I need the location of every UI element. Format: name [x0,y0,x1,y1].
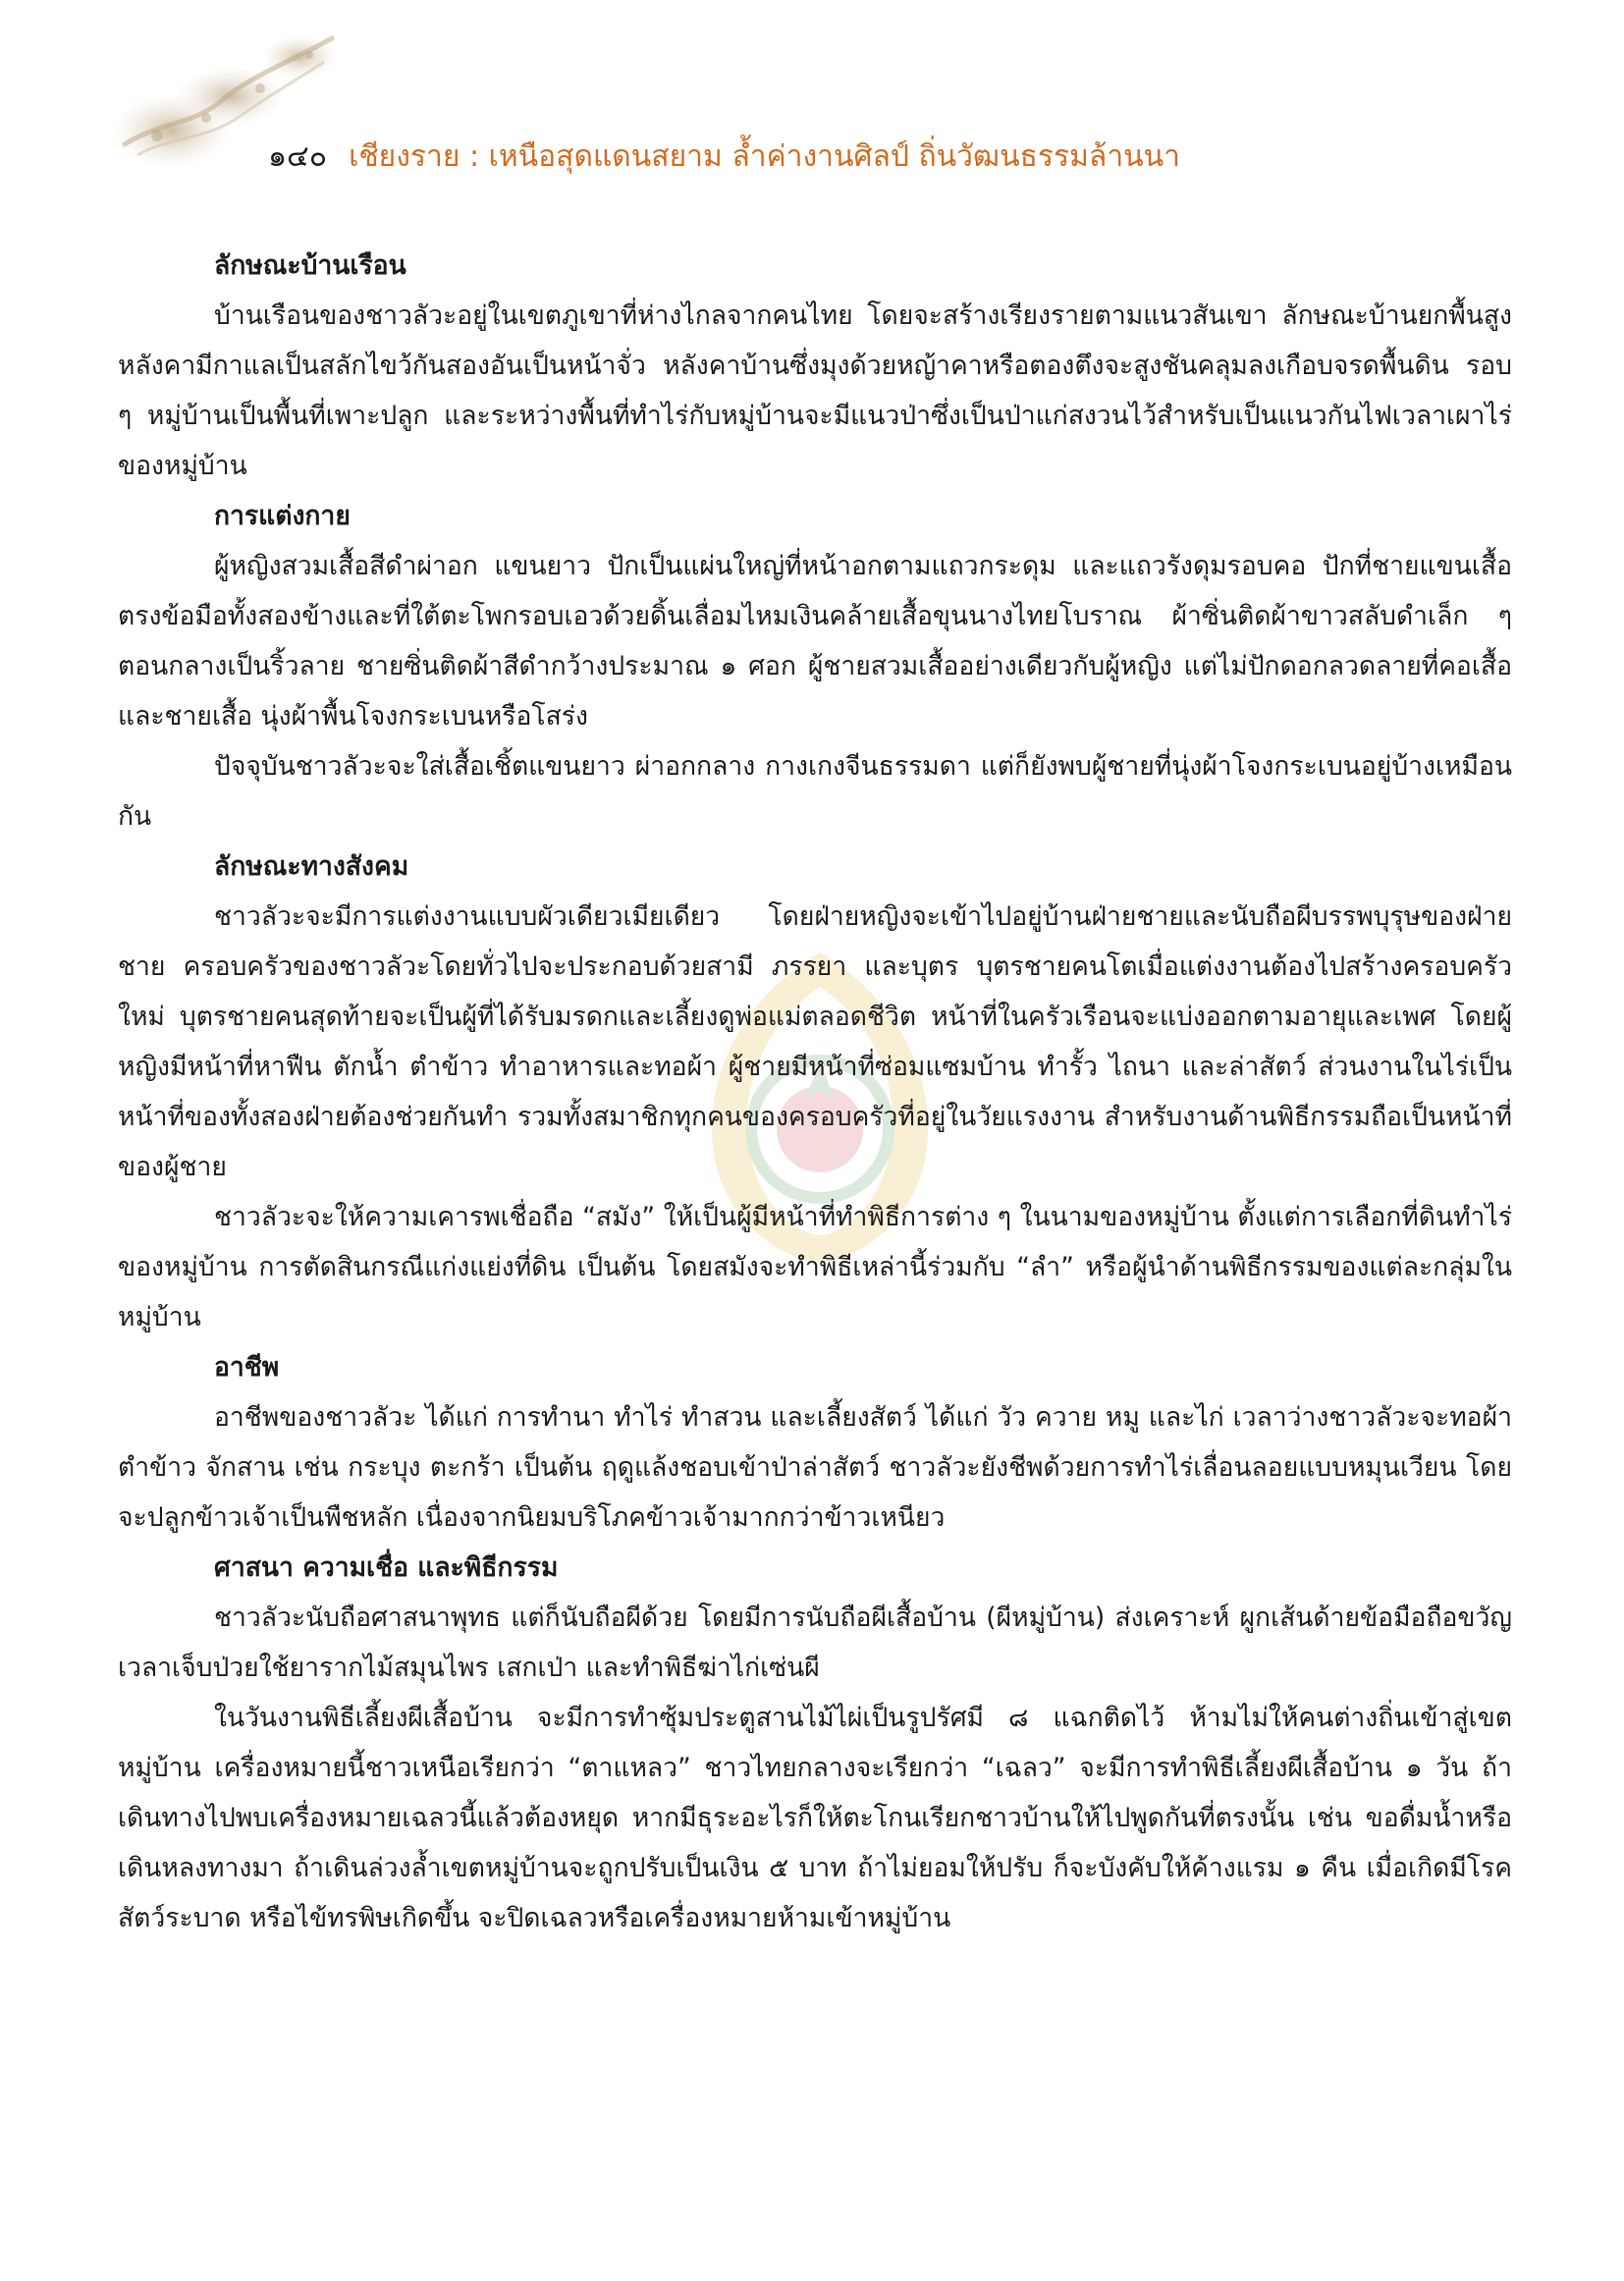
section-dress [118,491,1512,842]
section-heading: ลักษณะบ้านเรือน [214,250,406,281]
section-house [118,241,1512,491]
paragraph: ในวันงานพิธีเลี้ยงผีเสื้อบ้าน จะมีการทำซุ้มประตูสานไม้ไผ่เป็นรูปรัศมี ๘ แฉกติดไว้ ห้ามไม่ให้คนต่างถิ่นเข้าสู่เขตหมู่บ้าน เครื่องหมายนี้ชาวเหนือเรียกว่า “ตาแหลว” ชาวไทยกลางจะเรียกว่า “เฉลว” จะมีการทำพิธีเลี้ยงผีเสื้อบ้าน ๑ วัน ถ้าเดินทางไปพบเครื่องหมายเฉลวนี้แล้วต้องหยุด หากมีธุระอะไรก็ให้ตะโกนเรียกชาวบ้านให้ไปพูดกันที่ตรงนั้น เช่น ขอดื่มน้ำหรือเดินหลงทางมา ถ้าเดินล่วงล้ำเขตหมู่บ้านจะถูกปรับเป็นเงิน ๕ บาท ถ้าไม่ยอมให้ปรับ ก็จะบังคับให้ค้างแรม ๑ คืน เมื่อเกิดมีโรคสัตว์ระบาด หรือไข้ทรพิษเกิดขึ้น จะปิดเฉลวหรือเครื่องหมายห้ามเข้าหมู่บ้าน [118,1703,1512,1933]
paragraph: ชาวลัวะจะให้ความเคารพเชื่อถือ “สมัง” ให้เป็นผู้มีหน้าที่ทำพิธีการต่าง ๆ ในนามของหมู่บ้าน ตั้งแต่การเลือกที่ดินทำไร่ของหมู่บ้าน การตัดสินกรณีแก่งแย่งที่ดิน เป็นต้น โดยสมังจะทำพิธีเหล่านี้ร่วมกับ “ลำ” หรือผู้นำด้านพิธีกรรมของแต่ละกลุ่มในหมู่บ้าน [118,1202,1512,1332]
paragraph: บ้านเรือนของชาวลัวะอยู่ในเขตภูเขาที่ห่างไกลจากคนไทย โดยจะสร้างเรียงรายตามแนวสันเขา ลักษณะบ้านยกพื้นสูง หลังคามีกาแลเป็นสลักไขว้กันสองอันเป็นหน้าจั่ว หลังคาบ้านซึ่งมุงด้วยหญ้าคาหรือตองตึงจะสูงชันคลุมลงเกือบจรดพื้นดิน รอบ ๆ หมู่บ้านเป็นพื้นที่เพาะปลูก และระหว่างพื้นที่ทำไร่กับหมู่บ้านจะมีแนวป่าซึ่งเป็นป่าแก่สงวนไว้สำหรับเป็นแนวกันไฟเวลาเผาไร่ของหมู่บ้าน [118,300,1512,481]
section-heading: อาชีพ [214,1352,280,1383]
section-heading: การแต่งกาย [214,501,351,531]
section-religion [118,1543,1512,1943]
section-heading: ลักษณะทางสังคม [214,851,409,882]
page-number: ๑๔๐ [268,139,328,174]
book-title: เชียงราย : เหนือสุดแดนสยาม ล้ำค่างานศิลป์ ถิ่นวัฒนธรรมล้านนา [349,139,1181,174]
paragraph: ชาวลัวะจะมีการแต่งงานแบบผัวเดียวเมียเดียว โดยฝ่ายหญิงจะเข้าไปอยู่บ้านฝ่ายชายและนับถือผีบรรพบุรุษของฝ่ายชาย ครอบครัวของชาวลัวะโดยทั่วไปจะประกอบด้วยสามี ภรรยา และบุตร บุตรชายคนโตเมื่อแต่งงานต้องไปสร้างครอบครัวใหม่ บุตรชายคนสุดท้ายจะเป็นผู้ที่ได้รับมรดกและเลี้ยงดูพ่อแม่ตลอดชีวิต หน้าที่ในครัวเรือนจะแบ่งออกตามอายุและเพศ โดยผู้หญิงมีหน้าที่หาฟืน ตักน้ำ ตำข้าว ทำอาหารและทอผ้า ผู้ชายมีหน้าที่ซ่อมแซมบ้าน ทำรั้ว ไถนา และล่าสัตว์ ส่วนงานในไร่เป็นหน้าที่ของทั้งสองฝ่ายต้องช่วยกันทำ รวมทั้งสมาชิกทุกคนของครอบครัวที่อยู่ในวัยแรงงาน สำหรับงานด้านพิธีกรรมถือเป็นหน้าที่ของผู้ชาย [118,901,1512,1182]
section-society [118,842,1512,1342]
paragraph: อาชีพของชาวลัวะ ได้แก่ การทำนา ทำไร่ ทำสวน และเลี้ยงสัตว์ ได้แก่ วัว ควาย หมู และไก่ เวลาว่างชาวลัวะจะทอผ้า ตำข้าว จักสาน เช่น กระบุง ตะกร้า เป็นต้น ฤดูแล้งชอบเข้าป่าล่าสัตว์ ชาวลัวะยังชีพด้วยการทำไร่เลื่อนลอยแบบหมุนเวียน โดยจะปลูกข้าวเจ้าเป็นพืชหลัก เนื่องจากนิยมบริโภคข้าวเจ้ามากกว่าข้าวเหนียว [118,1402,1512,1533]
header-title [268,134,1180,180]
section-heading: ศาสนา ความเชื่อ และพิธีกรรม [214,1552,559,1583]
paragraph: ชาวลัวะนับถือศาสนาพุทธ แต่ก็นับถือผีด้วย โดยมีการนับถือผีเสื้อบ้าน (ผีหมู่บ้าน) ส่งเคราะห์ ผูกเส้นด้ายข้อมือถือขวัญ เวลาเจ็บป่วยใช้ยารากไม้สมุนไพร เสกเป่า และทำพิธีฆ่าไก่เซ่นผี [118,1602,1512,1683]
paragraph: ปัจจุบันชาวลัวะจะใส่เสื้อเชิ้ตแขนยาว ผ่าอกกลาง กางเกงจีนธรรมดา แต่ก็ยังพบผู้ชายที่นุ่งผ้าโจงกระเบนอยู่บ้างเหมือนกัน [118,751,1512,832]
page-header [113,27,1507,174]
article-body [118,241,1512,1943]
section-occupation [118,1342,1512,1543]
paragraph: ผู้หญิงสวมเสื้อสีดำผ่าอก แขนยาว ปักเป็นแผ่นใหญ่ที่หน้าอกตามแถวกระดุม และแถวรังดุมรอบคอ ปักที่ชายแขนเสื้อตรงข้อมือทั้งสองข้างและที่ใต้ตะโพกรอบเอวด้วยดิ้นเลื่อมไหมเงินคล้ายเสื้อขุนนางไทยโบราณ ผ้าซิ่นติดผ้าขาวสลับดำเล็ก ๆ ตอนกลางเป็นริ้วลาย ชายซิ่นติดผ้าสีดำกว้างประมาณ ๑ ศอก ผู้ชายสวมเสื้ออย่างเดียวกับผู้หญิง แต่ไม่ปักดอกลวดลายที่คอเสื้อและชายเสื้อ นุ่งผ้าพื้นโจงกระเบนหรือโสร่ง [118,551,1512,732]
